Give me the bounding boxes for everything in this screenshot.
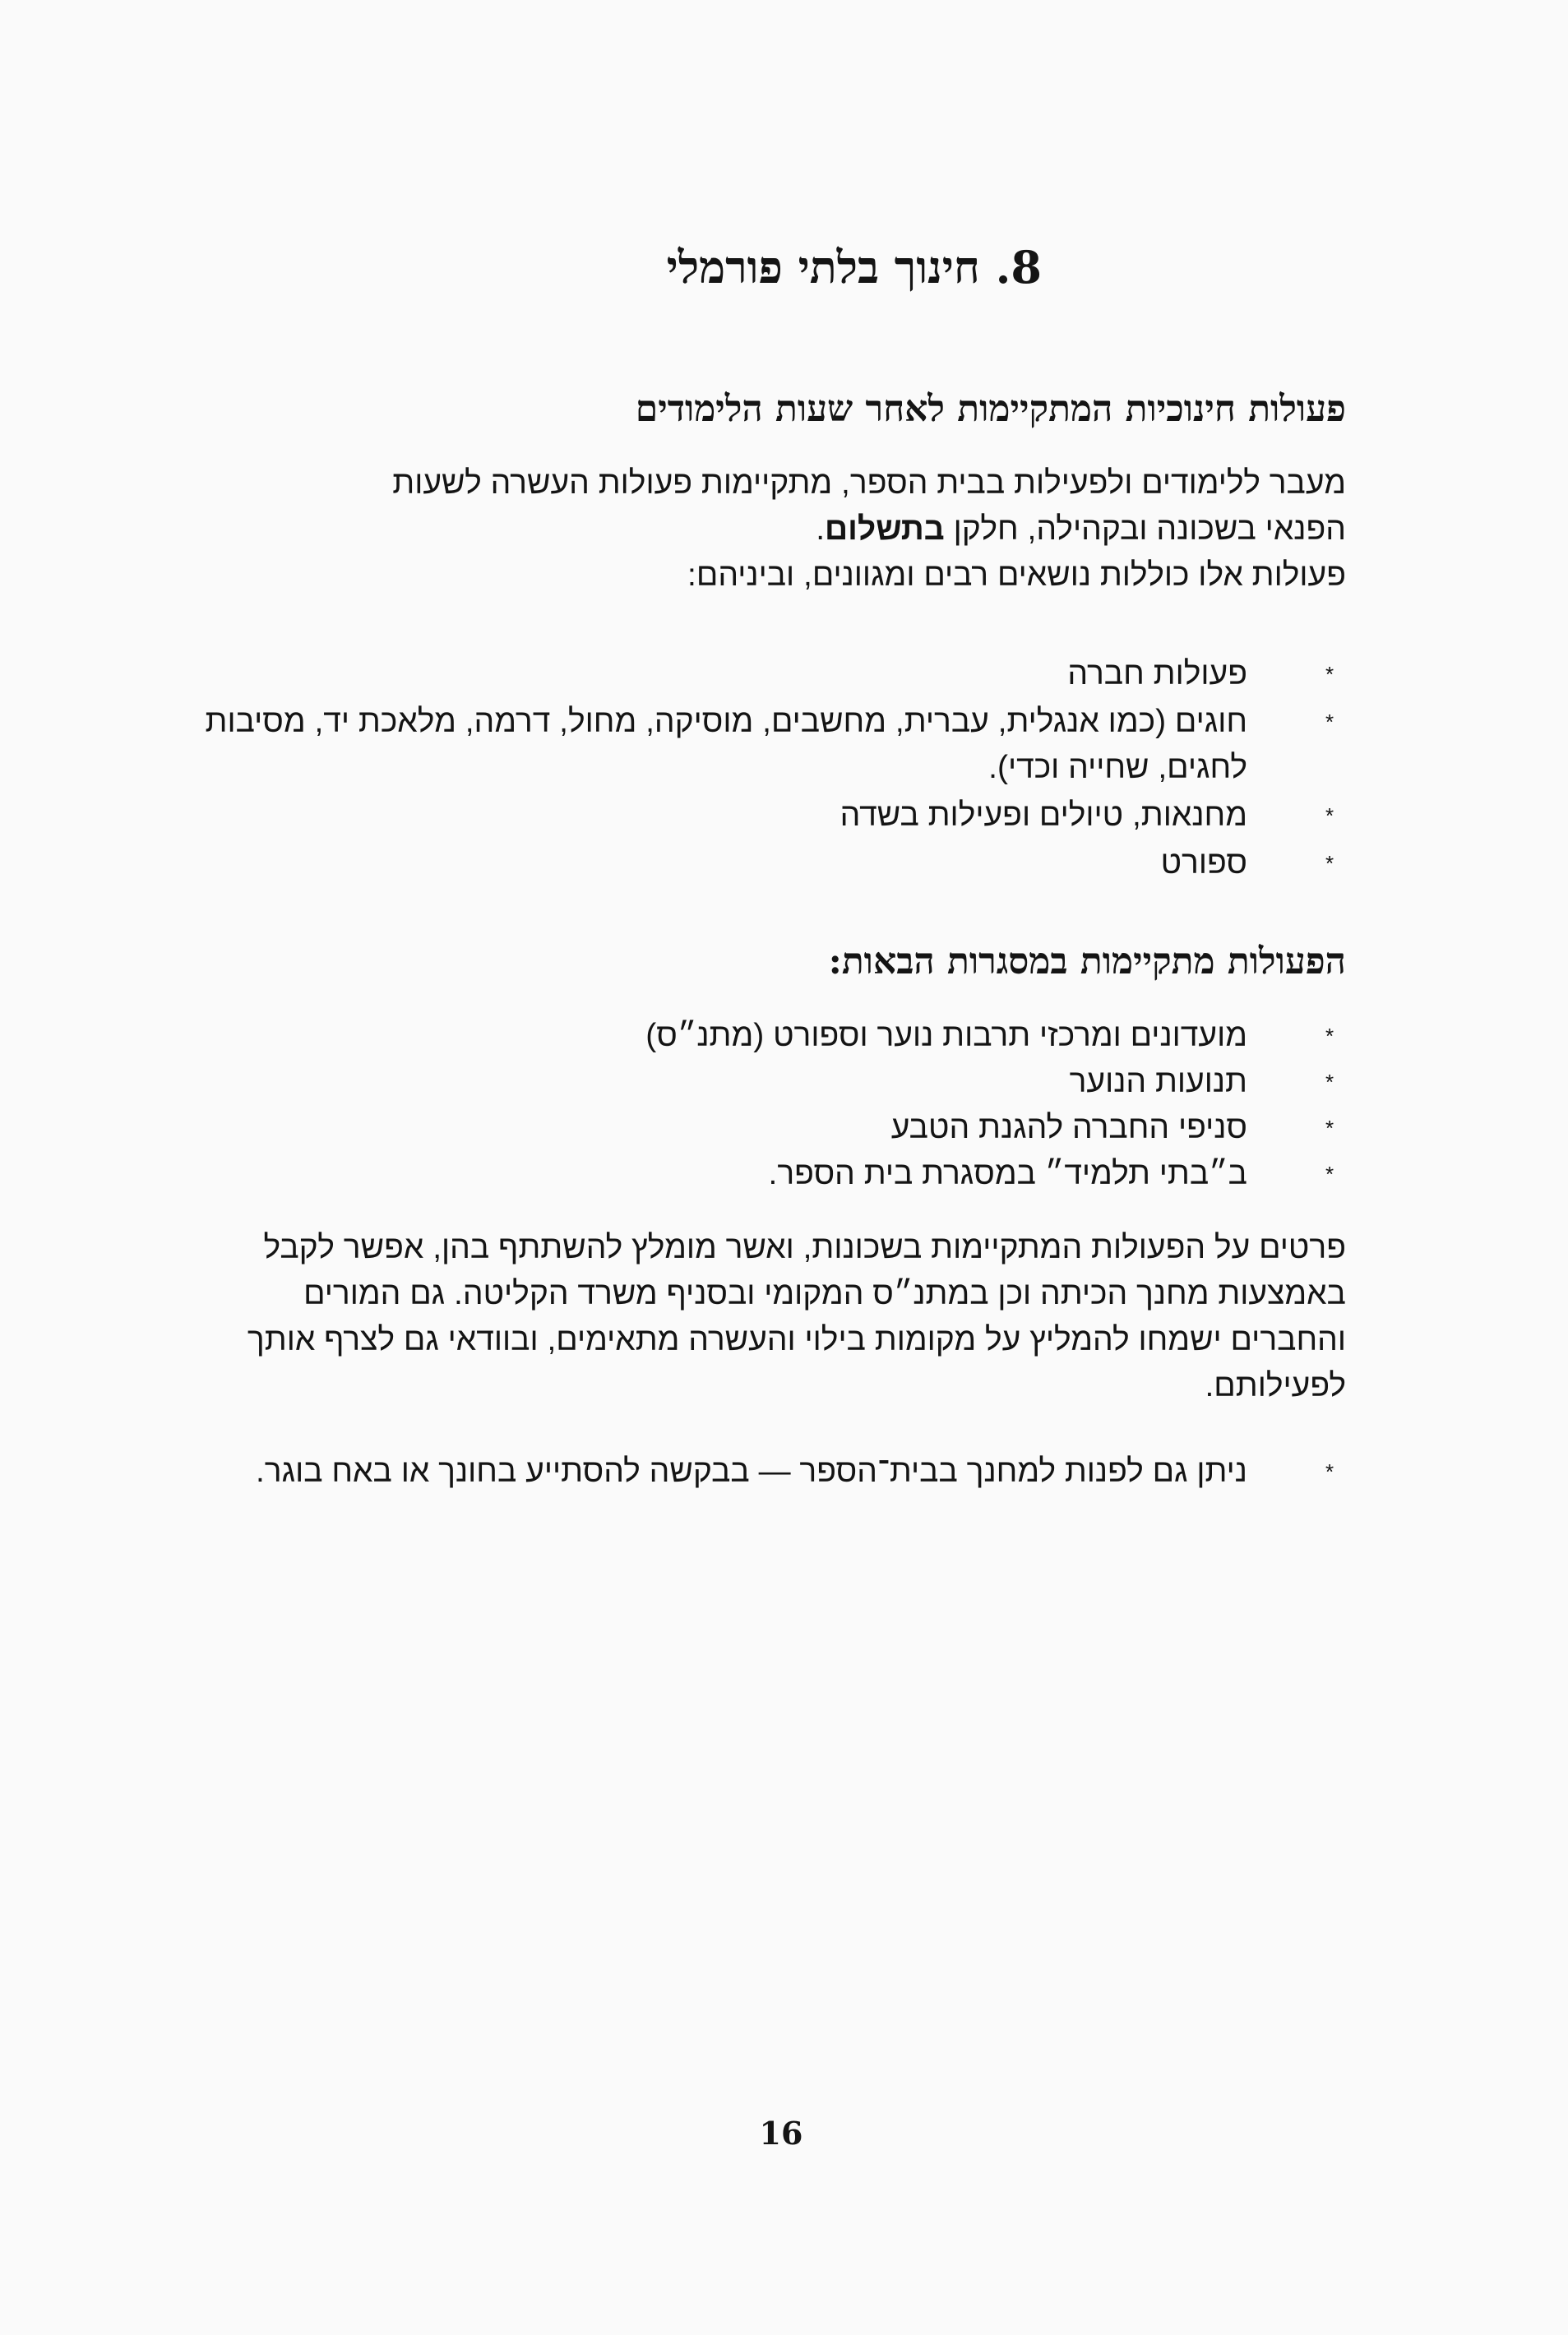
intro-line: מעבר ללימודים ולפעילות בבית הספר, מתקיימות פעולות העשרה לשעות (392, 465, 1346, 501)
list-item (203, 651, 1346, 697)
note-text: ניתן גם לפנות למחנך בבית־הספר — בבקשה להסתייע בחונך או באח בוגר. (255, 1454, 1247, 1489)
list-item-text: מחנאות, טיולים ופעילות בשדה (840, 798, 1247, 833)
list-item-text: מועדונים ומרכזי תרבות נוער וספורט (מתנ״ס) (645, 1018, 1247, 1053)
list-item-text: פעולות חברה (1067, 656, 1247, 691)
intro-line (203, 506, 1346, 553)
bullet-asterisk-icon: * (1325, 710, 1334, 734)
activities-list (203, 651, 1346, 888)
intro-text: הפנאי בשכונה ובקהילה, חלקן (944, 511, 1346, 547)
list-item-text: תנועות הנוער (1069, 1064, 1247, 1099)
bullet-asterisk-icon: * (1325, 803, 1334, 828)
bullet-asterisk-icon: * (1325, 1162, 1334, 1186)
bullet-asterisk-icon: * (1325, 1070, 1334, 1094)
frameworks-list (203, 1013, 1346, 1197)
bullet-asterisk-icon: * (1325, 1459, 1334, 1484)
bullet-asterisk-icon: * (1325, 662, 1334, 687)
list-item (203, 793, 1346, 839)
list-item-text: ספורט (1160, 845, 1247, 881)
intro-bold-text: בתשלום (825, 511, 945, 547)
bullet-asterisk-icon: * (1325, 851, 1334, 876)
list-item-text: ב״בתי תלמיד״ במסגרת בית הספר. (768, 1156, 1247, 1191)
list-item (203, 1013, 1346, 1059)
list-item (203, 1105, 1346, 1151)
list-item-text: סניפי החברה להגנת הטבע (890, 1110, 1247, 1145)
section-heading-frameworks: הפעולות מתקיימות במסגרות הבאות: (828, 941, 1346, 983)
section-heading-after-school: פעולות חינוכיות המתקיימות לאחר שעות הלימודים (635, 388, 1346, 430)
list-item (203, 1449, 1346, 1495)
list-item (203, 1059, 1346, 1105)
note-list (203, 1449, 1346, 1495)
details-paragraph (203, 1225, 1346, 1409)
intro-line: פעולות אלו כוללות נושאים רבים ומגוונים, וביניהם: (687, 557, 1346, 593)
details-text: פרטים על הפעולות המתקיימות בשכונות, ואשר מומלץ להשתתף בהן, אפשר לקבל באמצעות מחנך הכיתה וכן במתנ״ס המקומי ובסניף משרד הקליטה. גם המורים והחברים ישמחו להמליץ על מקומות בילוי והעשרה מתאימים, ובוודאי גם לצרף אותך לפעילותם. (247, 1230, 1346, 1403)
list-item-text: חוגים (כמו אנגלית, עברית, מחשבים, מוסיקה, מחול, דרמה, מלאכת יד, מסיבות לחגים, שחייה וכדי). (205, 704, 1247, 785)
list-item (203, 840, 1346, 886)
list-item (203, 1151, 1346, 1197)
page-number: 16 (759, 2115, 803, 2152)
intro-text: . (816, 511, 826, 547)
intro-paragraph (203, 460, 1346, 599)
list-item (203, 699, 1346, 791)
page-title: 8. חינוך בלתי פורמלי (666, 241, 1042, 294)
bullet-asterisk-icon: * (1325, 1116, 1334, 1140)
bullet-asterisk-icon: * (1325, 1024, 1334, 1048)
